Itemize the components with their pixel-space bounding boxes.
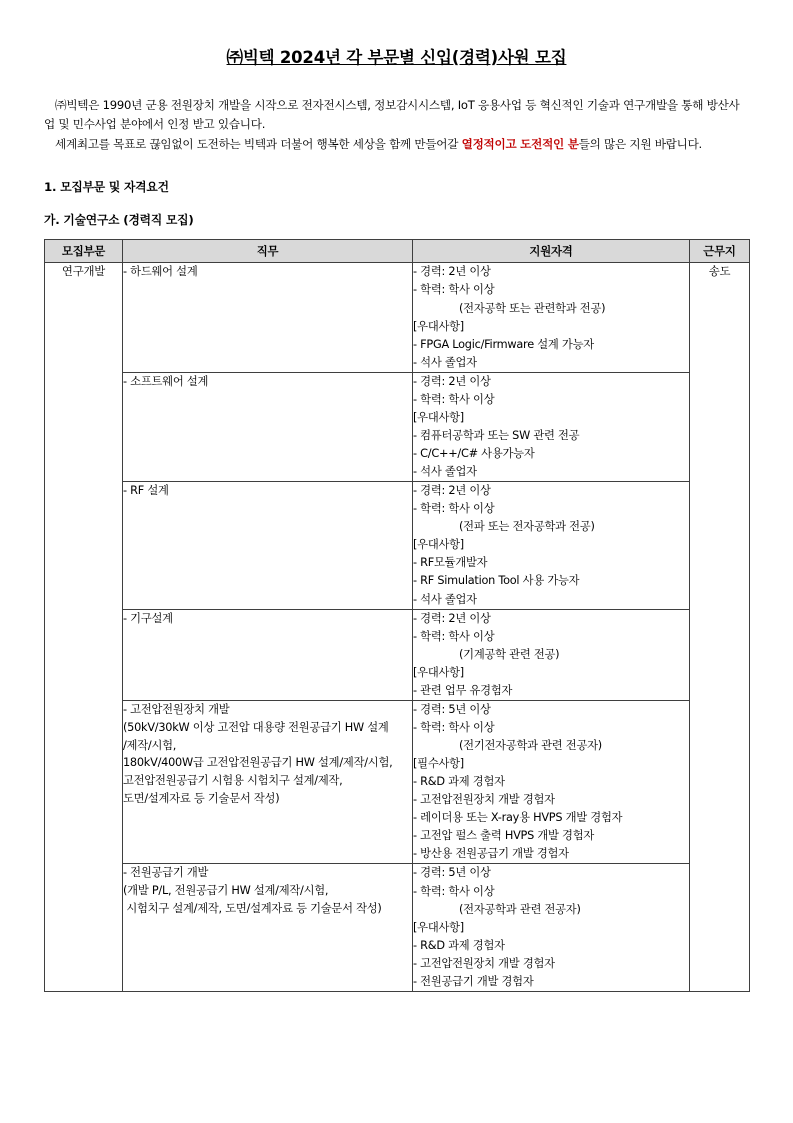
qualification-line: - RF Simulation Tool 사용 가능자	[413, 574, 580, 588]
page-title: ㈜빅텍 2024년 각 부문별 신입(경력)사원 모집	[226, 48, 567, 67]
table-row	[45, 263, 750, 372]
qualification-line: - 학력: 학사 이상	[413, 392, 495, 406]
qualification-line: - R&D 과제 경험자	[413, 938, 505, 952]
column-header-job: 직무	[123, 240, 413, 263]
table-row	[45, 482, 750, 609]
cell-job	[123, 372, 413, 481]
cell-qualification	[413, 263, 690, 372]
cell-job	[123, 864, 413, 991]
qualification-line: - 컴퓨터공학과 또는 SW 관련 전공	[413, 428, 580, 442]
qualification-line: - 고전압전원장치 개발 경험자	[413, 956, 555, 970]
cell-qualification	[413, 864, 690, 991]
qualification-line: [우대사항]	[413, 319, 464, 333]
cell-location: 송도	[690, 263, 750, 992]
qualification-line: (전파 또는 전자공학과 전공)	[459, 520, 595, 534]
recruitment-table	[44, 239, 750, 992]
qualification-line: - 경력: 2년 이상	[413, 611, 491, 625]
qualification-line: - C/C++/C# 사용가능자	[413, 447, 535, 461]
qualification-line: - 석사 졸업자	[413, 465, 477, 479]
qualification-line: - 석사 졸업자	[413, 355, 477, 369]
job-line: /제작/시험,	[123, 738, 177, 752]
column-header-location: 근무지	[690, 240, 750, 263]
job-line: - 고전압전원장치 개발	[123, 702, 230, 716]
qualification-line: (전기전자공학과 관련 전공자)	[459, 739, 602, 753]
qualification-line: (전자공학 또는 관련학과 전공)	[459, 301, 606, 315]
subsection-heading-a: 가. 기술연구소 (경력직 모집)	[44, 213, 194, 228]
qualification-line: - 학력: 학사 이상	[413, 720, 495, 734]
cell-department: 연구개발	[45, 263, 123, 992]
cell-job	[123, 263, 413, 372]
qualification-line: - 레이더용 또는 X-ray용 HVPS 개발 경험자	[413, 811, 623, 825]
qualification-line: - 경력: 2년 이상	[413, 484, 491, 498]
table-row	[45, 609, 750, 700]
column-header-qualification: 지원자격	[413, 240, 690, 263]
table-row	[45, 864, 750, 991]
qualification-line: - 전원공급기 개발 경험자	[413, 974, 534, 988]
cell-qualification	[413, 609, 690, 700]
intro-paragraph-2	[44, 135, 749, 154]
qualification-line: [우대사항]	[413, 665, 464, 679]
qualification-line: - 학력: 학사 이상	[413, 884, 495, 898]
job-line: 180kV/400W급 고전압전원공급기 HW 설계/제작/시험,	[123, 756, 393, 770]
qualification-line: - 학력: 학사 이상	[413, 502, 495, 516]
qualification-line: (기계공학 관련 전공)	[459, 647, 560, 661]
qualification-line: [우대사항]	[413, 920, 464, 934]
column-header-department: 모집부문	[45, 240, 123, 263]
intro-paragraph-1: ㈜빅텍은 1990년 군용 전원장치 개발을 시작으로 전자전시스템, 정보감시시스템, IoT 응용사업 등 혁신적인 기술과 연구개발을 통해 방산사업 및 민수사업 분야에서 인정 받고 있습니다.	[44, 98, 740, 132]
qualification-line: - R&D 과제 경험자	[413, 775, 505, 789]
qualification-line: - 관련 업무 유경험자	[413, 683, 513, 697]
qualification-line: (전자공학과 관련 전공자)	[459, 902, 581, 916]
cell-qualification	[413, 482, 690, 609]
qualification-line: - 경력: 2년 이상	[413, 374, 491, 388]
job-line: - RF 설계	[123, 484, 169, 498]
cell-qualification	[413, 372, 690, 481]
cell-job	[123, 700, 413, 864]
job-line: - 하드웨어 설계	[123, 265, 198, 279]
qualification-line: - 학력: 학사 이상	[413, 629, 495, 643]
table-row	[45, 700, 750, 864]
cell-job	[123, 482, 413, 609]
job-line: - 전원공급기 개발	[123, 866, 209, 880]
qualification-line: - 고전압전원장치 개발 경험자	[413, 793, 555, 807]
section-heading-1: 1. 모집부문 및 자격요건	[44, 180, 169, 195]
job-line: (개발 P/L, 전원공급기 HW 설계/제작/시험,	[123, 884, 329, 898]
qualification-line: [우대사항]	[413, 410, 464, 424]
qualification-line: - 경력: 5년 이상	[413, 702, 491, 716]
cell-qualification	[413, 700, 690, 864]
intro-paragraphs	[44, 96, 749, 154]
qualification-line: - 고전압 펄스 출력 HVPS 개발 경험자	[413, 829, 595, 843]
qualification-line: - 방산용 전원공급기 개발 경험자	[413, 847, 569, 861]
qualification-line: - RF모듈개발자	[413, 556, 488, 570]
job-line: 시험치구 설계/제작, 도면/설계자료 등 기술문서 작성)	[123, 902, 382, 916]
qualification-line: - FPGA Logic/Firmware 설계 가능자	[413, 337, 594, 351]
intro-highlight: 열정적이고 도전적인 분	[461, 136, 579, 151]
qualification-line: - 경력: 2년 이상	[413, 265, 491, 279]
qualification-line: - 석사 졸업자	[413, 592, 477, 606]
qualification-line: [필수사항]	[413, 757, 464, 771]
intro-paragraph-2-before: 세계최고를 목표로 끊임없이 도전하는 빅텍과 더불어 행복한 세상을 함께 만들어갈	[55, 136, 462, 151]
qualification-line: [우대사항]	[413, 538, 464, 552]
job-line: 고전압전원공급기 시험용 시험치구 설계/제작,	[123, 774, 343, 788]
job-line: 도면/설계자료 등 기술문서 작성)	[123, 792, 280, 806]
job-line: - 기구설계	[123, 611, 173, 625]
table-header-row	[45, 240, 750, 263]
job-line: - 소프트웨어 설계	[123, 374, 209, 388]
qualification-line: - 경력: 5년 이상	[413, 866, 491, 880]
cell-job	[123, 609, 413, 700]
intro-paragraph-2-after: 들의 많은 지원 바랍니다.	[578, 136, 702, 151]
table-row	[45, 372, 750, 481]
qualification-line: - 학력: 학사 이상	[413, 283, 495, 297]
job-line: (50kV/30kW 이상 고전압 대용량 전원공급기 HW 설계	[123, 720, 389, 734]
